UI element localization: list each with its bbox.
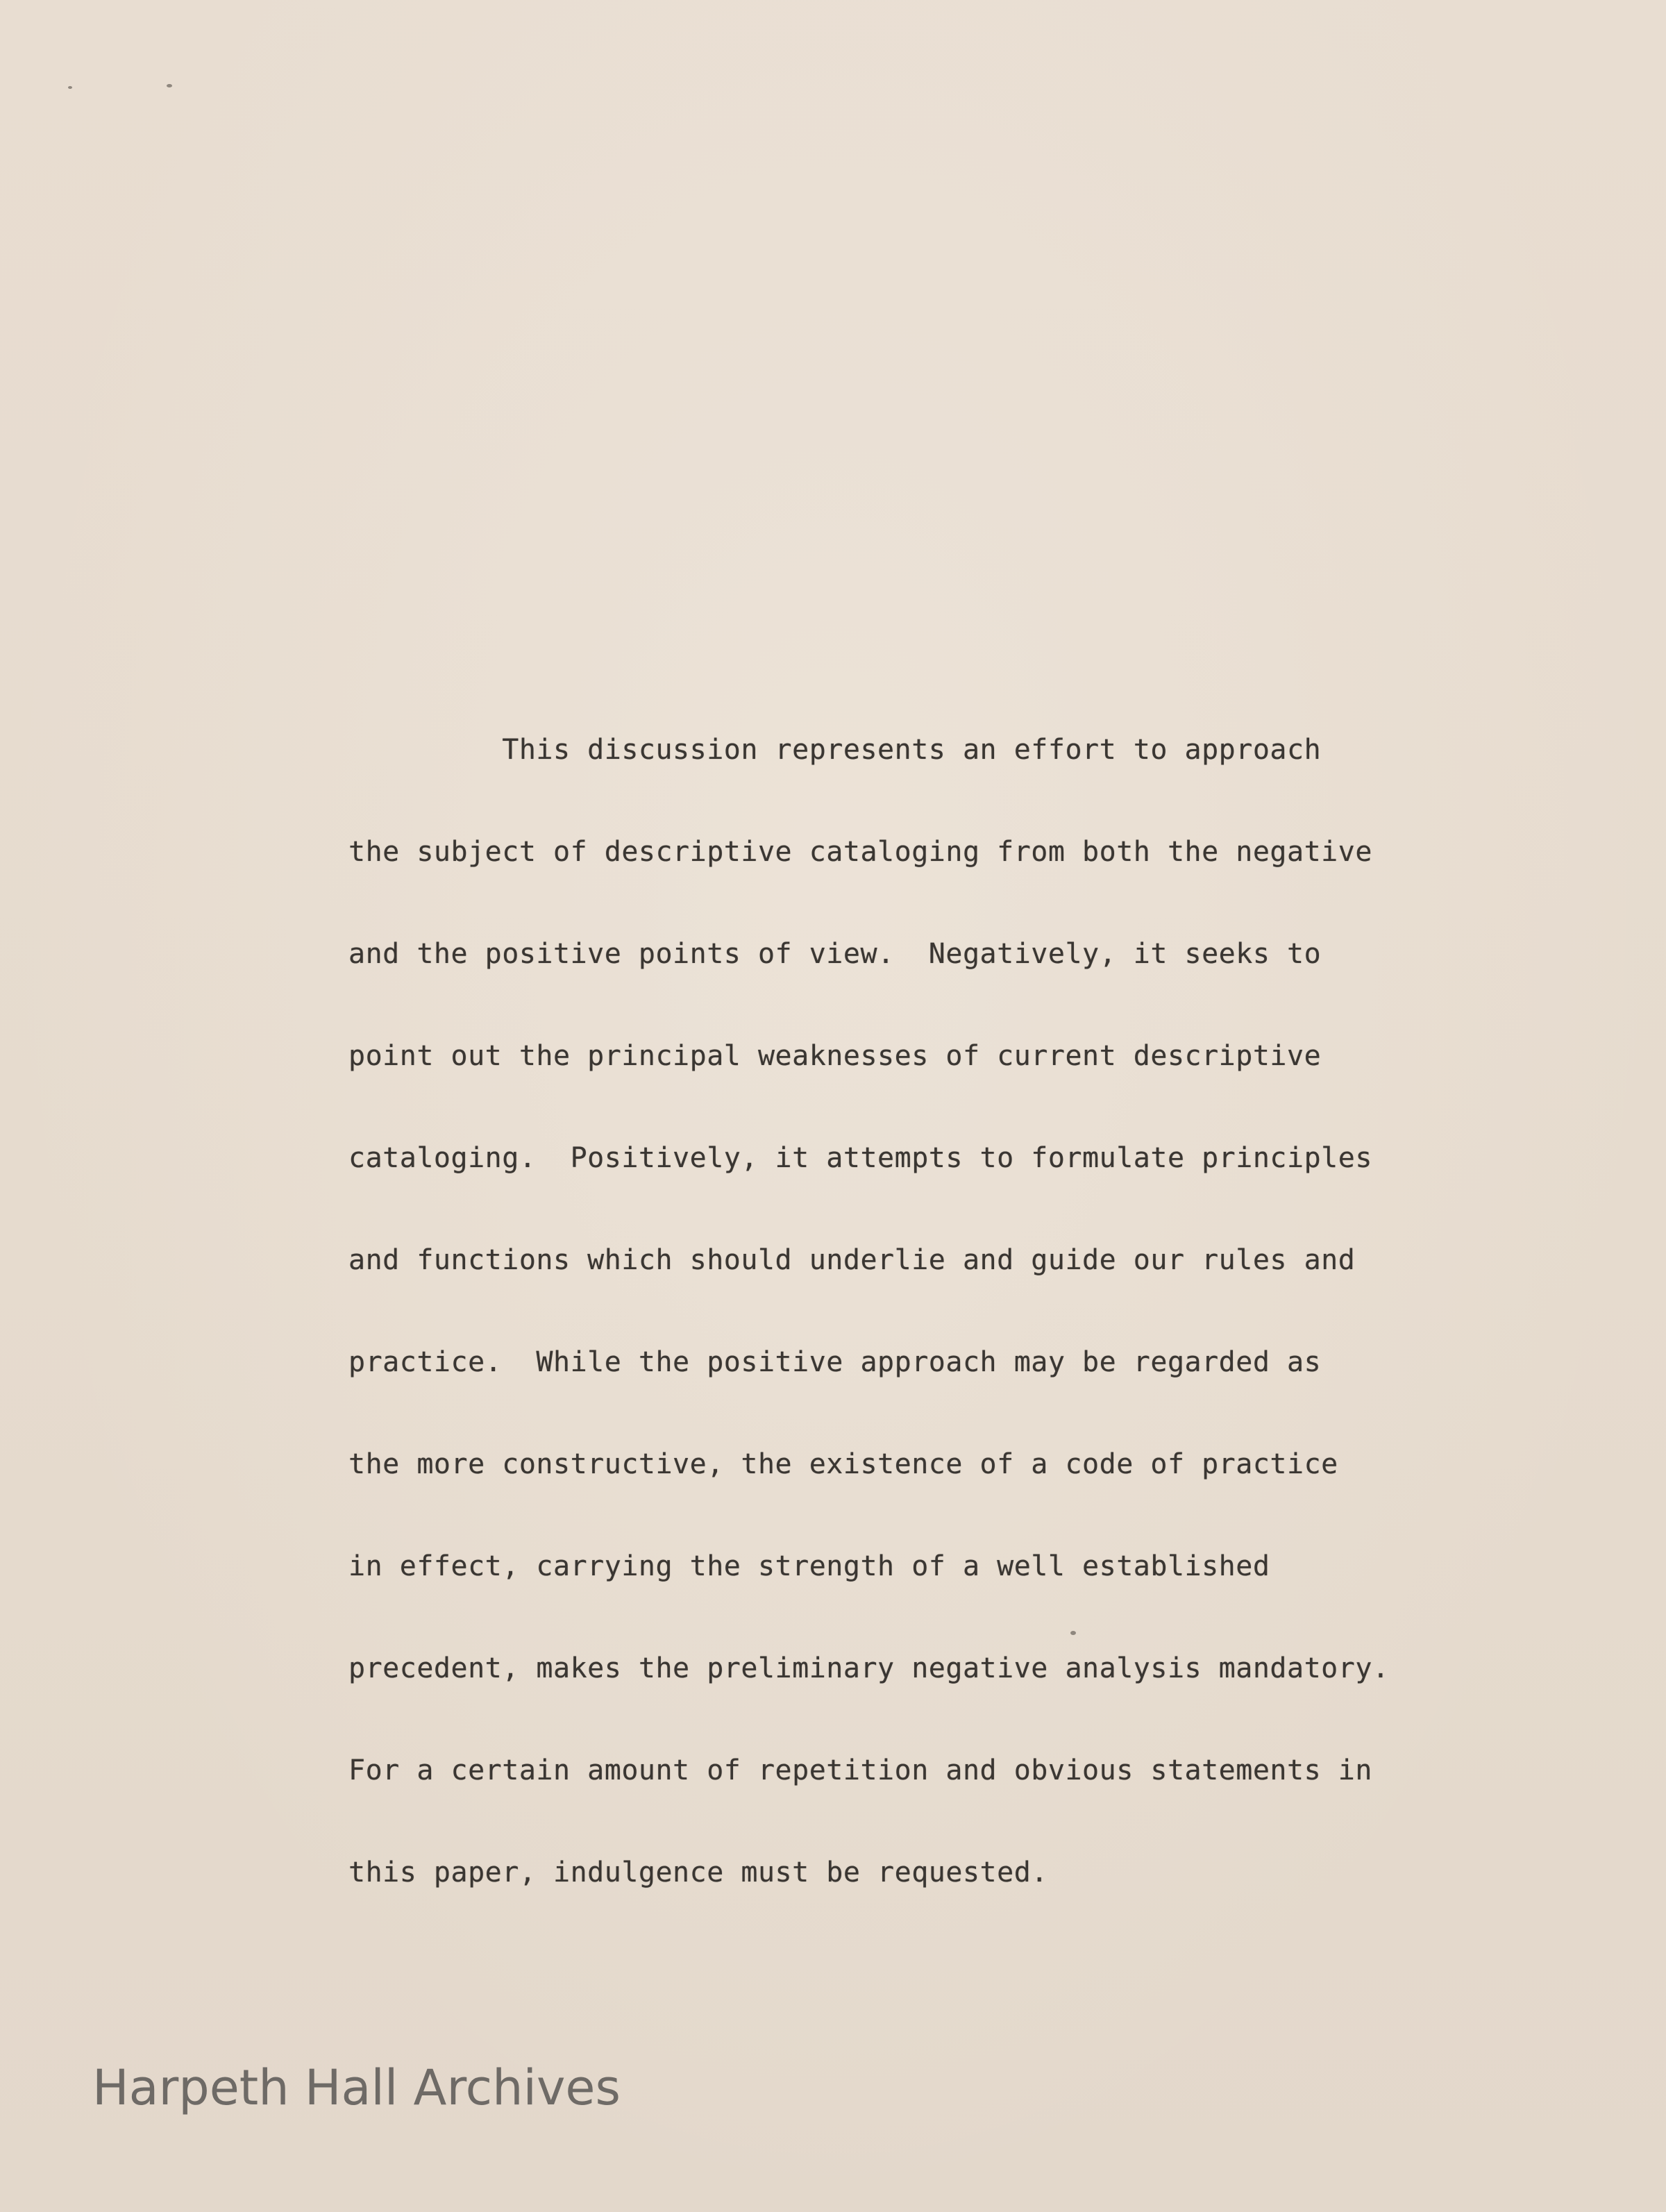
paragraph-line: cataloging. Positively, it attempts to formulate principles xyxy=(348,1142,1372,1174)
paragraph-line: This discussion represents an effort to approach xyxy=(348,734,1322,766)
paragraph-line: precedent, makes the preliminary negative analysis mandatory. xyxy=(348,1652,1390,1684)
paragraph-line: and the positive points of view. Negatively, it seeks to xyxy=(348,938,1322,970)
paper-speck xyxy=(167,84,172,87)
paragraph-line: practice. While the positive approach may be regarded as xyxy=(348,1346,1322,1378)
paragraph-line: For a certain amount of repetition and obvious statements in xyxy=(348,1754,1372,1786)
paragraph-line: point out the principal weaknesses of current descriptive xyxy=(348,1040,1322,1072)
paragraph-line: in effect, carrying the strength of a well established xyxy=(348,1550,1270,1582)
paragraph-line: the subject of descriptive cataloging from both the negative xyxy=(348,836,1372,868)
paper-speck xyxy=(68,86,72,89)
paragraph-line: and functions which should underlie and guide our rules and xyxy=(348,1244,1356,1276)
paragraph-line: this paper, indulgence must be requested. xyxy=(348,1857,1048,1888)
typed-paragraph xyxy=(348,665,1390,1958)
paragraph-line: the more constructive, the existence of a code of practice xyxy=(348,1448,1338,1480)
archive-watermark: Harpeth Hall Archives xyxy=(92,2059,621,2116)
